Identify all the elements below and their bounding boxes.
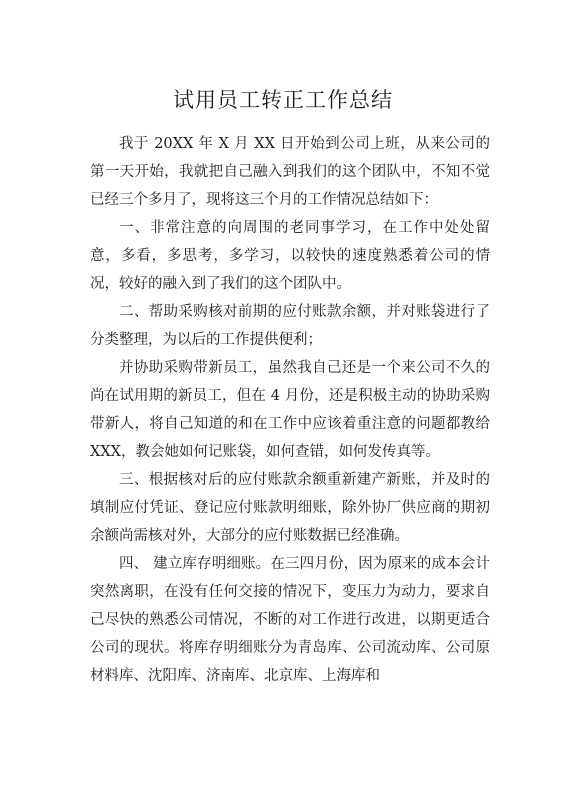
paragraph-item-3: 三、根据核对后的应付账款余额重新建产新账，并及时的填制应付凭证、登记应付账款明细账，除外协厂供应商的期初余额尚需核对外，大部分的应付账数据已经准确。 (90, 472, 490, 544)
paragraph-item-1: 一、非常注意的向周围的老同事学习，在工作中处处留意，多看，多思考，多学习，以较快的速度熟悉着公司的情况，较好的融入到了我们的这个团队中。 (90, 220, 490, 292)
paragraph-item-2: 二、帮助采购核对前期的应付账款余额，并对账袋进行了分类整理，为以后的工作提供便利； (90, 304, 490, 348)
paragraph-item-4: 四、 建立库存明细账。在三四月份，因为原来的成本会计突然离职，在没有任何交接的情况下，变压力为动力，要求自己尽快的熟悉公司情况，不断的对工作进行改进，以期更适合公司的现状。将库存明细账分为青岛库、公司流动库、公司原材料库、沈阳库、济南库、北京库、上海库和 (90, 556, 490, 684)
paragraph-item-2-continued: 并协助采购带新员工，虽然我自己还是一个来公司不久的尚在试用期的新员工，但在 4 月份，还是积极主动的协助采购带新人，将自己知道的和在工作中应该着重注意的问题都教给 XXX，教会她如何记账袋，如何查错，如何发传真等。 (90, 360, 490, 460)
document-title: 试用员工转正工作总结 (173, 88, 393, 112)
document-body (90, 130, 490, 690)
paragraph-intro: 我于 20XX 年 X 月 XX 日开始到公司上班，从来公司的第一天开始，我就把自己融入到我们的这个团队中，不知不觉已经三个多月了，现将这三个月的工作情况总结如下： (90, 136, 490, 208)
